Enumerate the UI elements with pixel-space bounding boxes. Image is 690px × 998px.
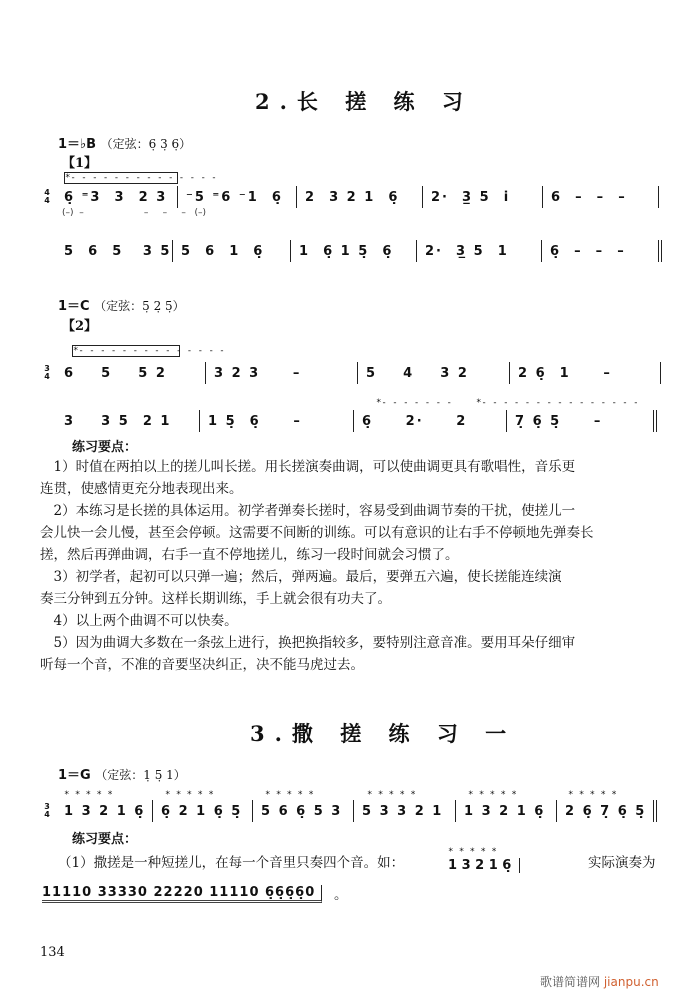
- staff-row: [38, 410, 657, 432]
- tremolo-mark: *- - - - - - - - - - - - - - -: [476, 398, 639, 408]
- measure: 1 3 2 1 6̣: [456, 800, 557, 822]
- tremolo-marks: * * * * *: [265, 790, 314, 800]
- staff-row: [38, 800, 657, 822]
- measure: 5 4 3 2: [358, 362, 510, 384]
- staff-row: [38, 362, 661, 384]
- measure: 2 6̣ 1 –: [510, 362, 661, 384]
- tremolo-marks: * * * * *: [165, 790, 214, 800]
- tremolo-marks: * * * * *: [568, 790, 617, 800]
- staff-row: [38, 186, 659, 208]
- measure: 5 3 3 2 1: [354, 800, 456, 822]
- tremolo-marks: * * * * *: [468, 790, 517, 800]
- key: 1＝♭B: [58, 137, 97, 152]
- measure: 1 5̣ 6̣ –: [200, 410, 354, 432]
- measure: 6̣ 2 1 6̣ 5̣: [153, 800, 253, 822]
- tremolo-marks: * * * * *: [448, 847, 497, 857]
- measure: 2 6̣ 7̣ 6̣ 5̣: [557, 800, 657, 822]
- measure: 5 6 5 3 5: [56, 240, 173, 262]
- tips-text: （1）撒搓是一种短搓儿，在每一个音里只奏四个音。如：: [58, 855, 405, 871]
- example-notes: 1 3 2 1 6̣: [448, 858, 520, 873]
- tuning: （定弦：5̣ 2̣ 5̣）: [94, 299, 185, 313]
- actual-performance-notes: 11110 33330 22220 11110 6̣6̣6̣6̣0: [42, 885, 322, 903]
- measure: 6 5 5 2: [56, 362, 206, 384]
- tremolo-mark: *- - - - - - -: [376, 398, 452, 408]
- measure: 2· 3̲ 5 i̇: [423, 186, 543, 208]
- key-signature: [58, 133, 191, 152]
- watermark: 歌谱简谱网 jianpu.cn: [540, 975, 659, 989]
- key-signature: [58, 764, 186, 783]
- tuning: （定弦：1̣ 5̣ 1）: [95, 768, 186, 782]
- measure: 5 6 1 6̣: [173, 240, 291, 262]
- tips-heading: 练习要点：: [72, 832, 138, 847]
- period: 。: [334, 887, 348, 903]
- section-title: 3.撒 搓 练 习 一: [250, 721, 517, 746]
- measure: 3 2 3 –: [206, 362, 358, 384]
- page-number: 134: [40, 945, 65, 960]
- time-signature: 3 4: [44, 364, 50, 381]
- staff-row: [38, 240, 662, 262]
- measure: 6̣ – – –: [542, 240, 662, 262]
- tune-label: 【1】: [62, 156, 98, 171]
- measure: ⁻5 ⁼6 ⁻1 6̣: [178, 186, 297, 208]
- long-tremolo-box: *- - - - - - - - - - - - - -: [73, 346, 225, 356]
- tremolo-marks: * * * * *: [64, 790, 113, 800]
- tremolo-marks: * * * * *: [367, 790, 416, 800]
- measure: 6̣ ⁼3 3 2 3: [56, 186, 178, 208]
- tips-text: 1）时值在两拍以上的搓儿叫长搓。用长搓演奏曲调，可以使曲调更具有歌唱性，音乐更 连贯，使感情更充分地表现出来。 2）本练习是长搓的具体运用。初学者弹奏长搓时，容易受到曲调节奏的干扰，使搓儿一 会儿快一会儿慢，甚至会停顿。这需要不间断的训练。可以有意识的让右手不停顿地先弹奏长 搓，然后再弹曲调，右手一直不停地搓儿，练习一段时间就会习惯了。 3）初学者，起初可以只弹一遍；然后，弹两遍。最后，要弹五六遍，使长搓能连续演 奏三分钟到五分钟。这样长期训练，手上就会很有功夫了。 4）以上两个曲调不可以快奏。 5）因为曲调大多数在一条弦上进行，换把换指较多，要特别注意音准。要用耳朵仔细审 听每一个音，不准的音要坚决纠正，决不能马虎过去。: [40, 459, 594, 673]
- fingering-marks: (–) – – – – (–): [62, 208, 207, 218]
- tips-text: 实际演奏为: [588, 855, 656, 871]
- measure: 3 3 5 2 1: [56, 410, 200, 432]
- measure: 2· 3̲ 5 1: [417, 240, 542, 262]
- measure: 2 3 2 1 6̣: [297, 186, 423, 208]
- time-signature: 3 4: [44, 802, 50, 819]
- tune-label: 【2】: [62, 319, 98, 334]
- measure: 1 3 2 1 6̣: [56, 800, 153, 822]
- long-tremolo-box: *- - - - - - - - - - - - - -: [65, 173, 217, 183]
- key-signature: [58, 295, 185, 314]
- time-signature: 4 4: [44, 188, 50, 205]
- section-title: 2.长 搓 练 习: [255, 89, 473, 114]
- measure: 6̣ 2· 2: [354, 410, 507, 432]
- key: 1＝C: [58, 299, 90, 314]
- measure: 7̣ 6̣ 5̣ –: [507, 410, 657, 432]
- tuning: （定弦：6̣ 3̣ 6̣）: [100, 137, 192, 151]
- key: 1＝G: [58, 768, 91, 783]
- tips-heading: 练习要点：: [72, 440, 138, 455]
- measure: 1 6̣ 1 5̣ 6̣: [291, 240, 417, 262]
- measure: 5 6 6̣ 5 3: [253, 800, 354, 822]
- measure: 6 – – –: [543, 186, 659, 208]
